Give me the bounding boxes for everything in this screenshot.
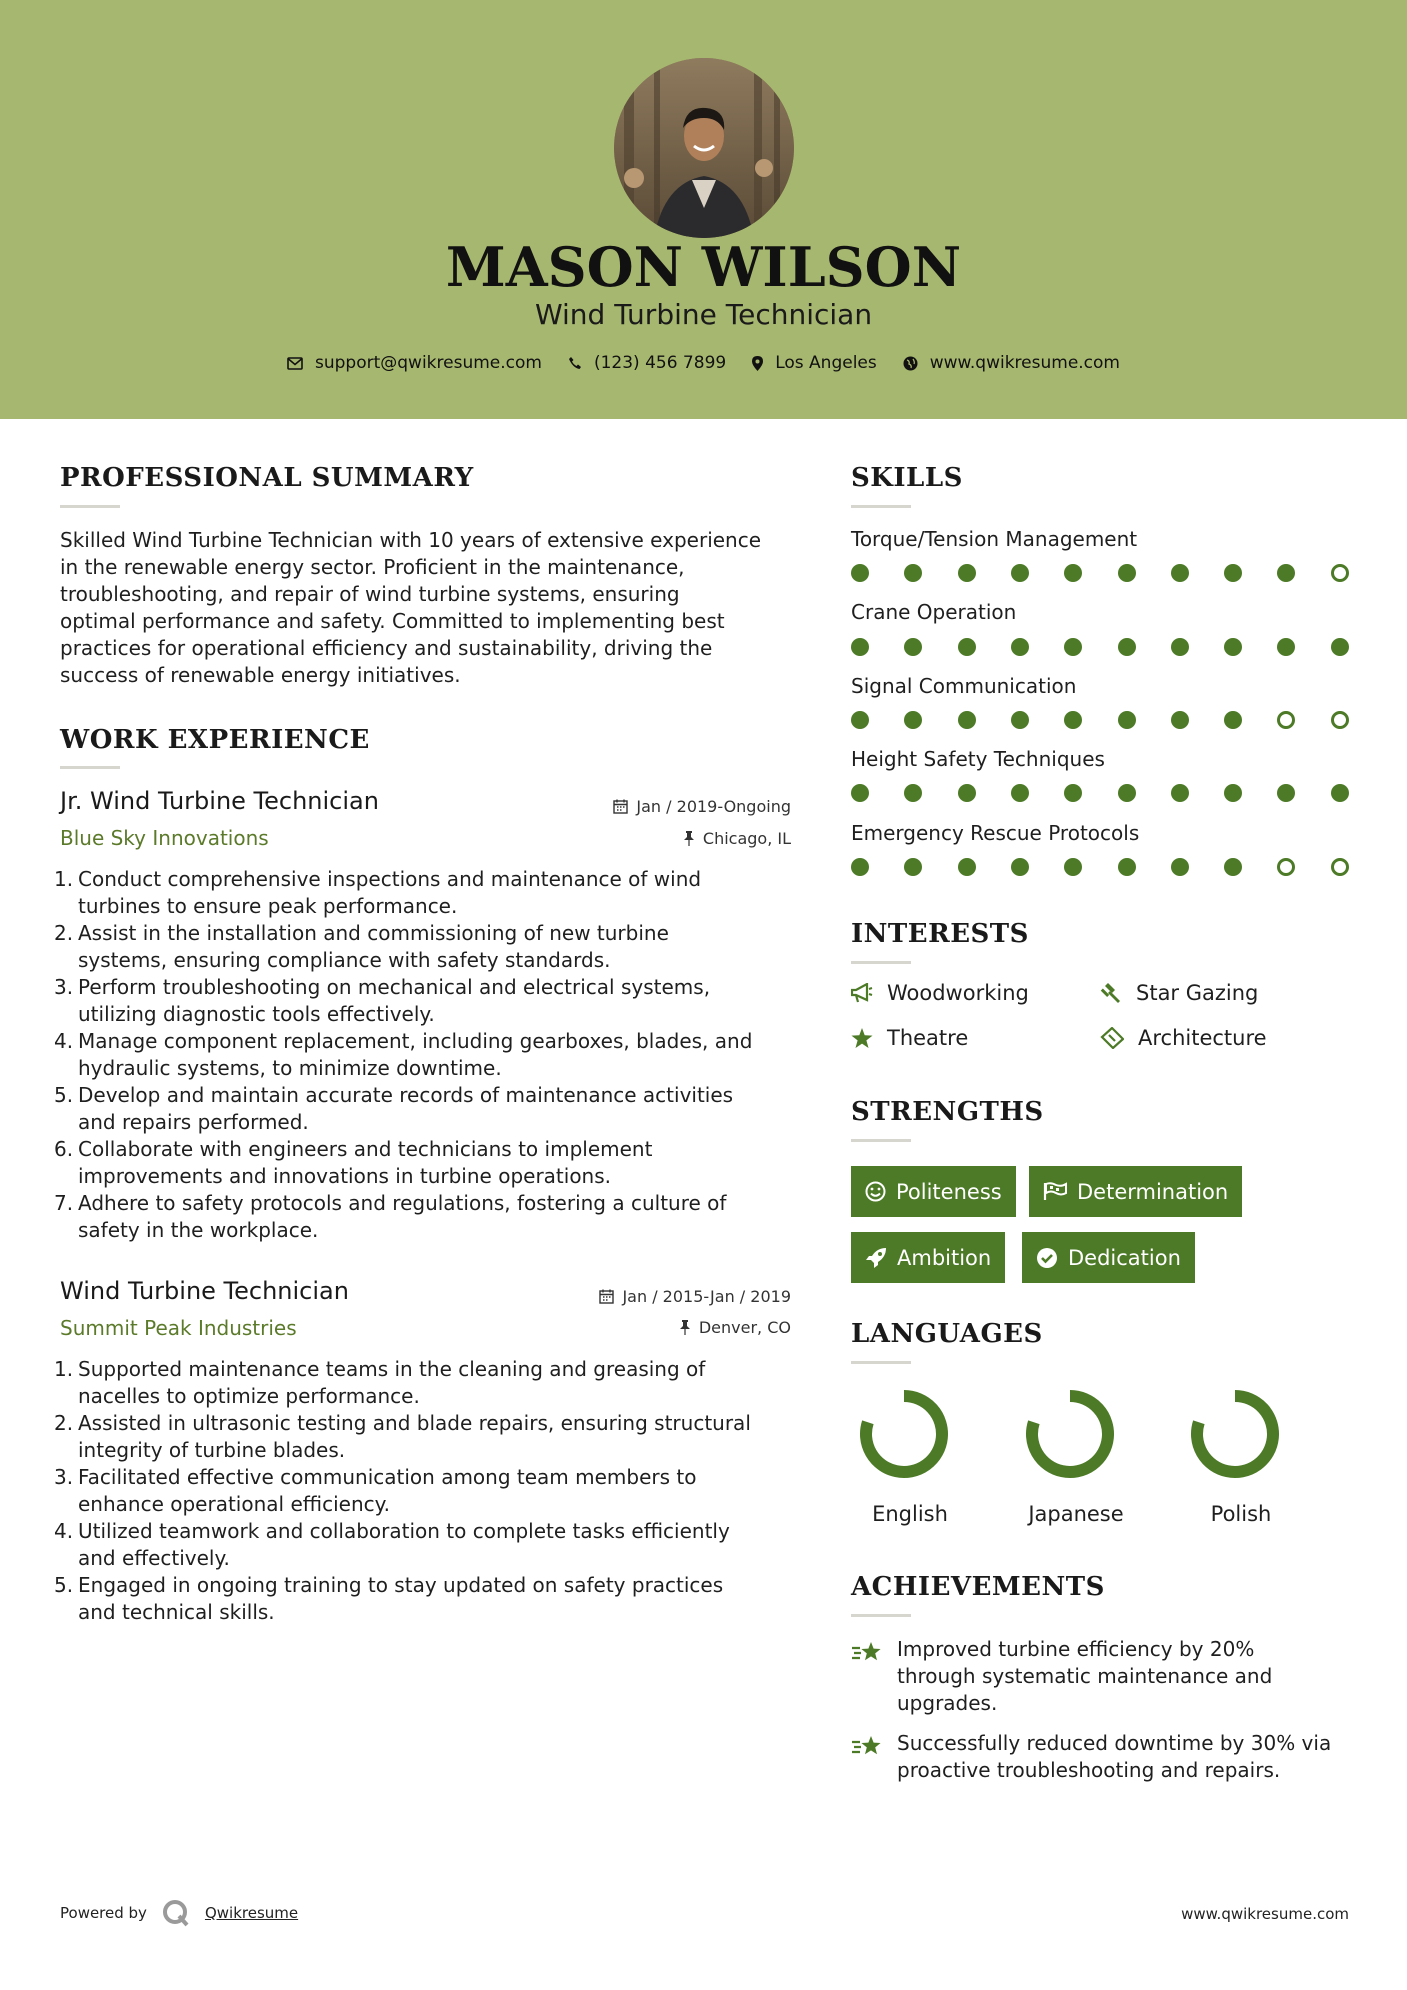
skill-dot-filled xyxy=(1224,564,1242,582)
skill-dot-filled xyxy=(1011,564,1029,582)
interest-label: Star Gazing xyxy=(1136,981,1259,1005)
language-label: English xyxy=(872,1502,948,1526)
skill-dot-filled xyxy=(1064,784,1082,802)
contact-phone[interactable] xyxy=(568,353,726,373)
skill-rating xyxy=(851,784,1351,804)
skill-dot-filled xyxy=(904,564,922,582)
flag-icon xyxy=(1043,1182,1067,1201)
skills-underline xyxy=(851,505,911,508)
skill-dot-filled xyxy=(958,784,976,802)
list-item: 3. Facilitated effective communication among team members to enhance operational efficiency. xyxy=(54,1465,697,1516)
avatar xyxy=(614,58,794,238)
skill-dot-filled xyxy=(851,564,869,582)
interest-item xyxy=(851,1026,968,1050)
skill-dot-filled xyxy=(1118,711,1136,729)
interest-item xyxy=(1100,981,1258,1005)
strength-badge xyxy=(1022,1232,1195,1283)
skills-heading: SKILLS xyxy=(851,463,963,493)
pushpin-icon xyxy=(679,1320,691,1335)
achievement-line: proactive troubleshooting and repairs. xyxy=(897,1758,1281,1782)
summary-line: troubleshooting, and repair of wind turbine systems, ensuring xyxy=(60,582,680,606)
candidate-title: Wind Turbine Technician xyxy=(534,298,873,331)
interest-item xyxy=(851,981,1029,1005)
strength-label: Dedication xyxy=(1068,1245,1181,1270)
strength-label: Ambition xyxy=(897,1245,992,1270)
skill-dot-filled xyxy=(1118,564,1136,582)
skill-dot-filled xyxy=(1064,564,1082,582)
skill-dot-filled xyxy=(1171,711,1189,729)
list-item: 6. Collaborate with engineers and technicians to implement improvements and innovations in turbine operations. xyxy=(54,1137,653,1188)
list-item: 5. Engaged in ongoing training to stay updated on safety practices and technical skills. xyxy=(54,1573,724,1624)
job-role: Jr. Wind Turbine Technician xyxy=(60,787,379,815)
skill-dot-filled xyxy=(904,784,922,802)
languages-heading: LANGUAGES xyxy=(851,1319,1043,1349)
achievements-heading: ACHIEVEMENTS xyxy=(851,1572,1105,1602)
achievements-underline xyxy=(851,1614,911,1617)
skill-dot-filled xyxy=(1118,858,1136,876)
strength-badge xyxy=(1029,1166,1242,1217)
summary-heading: PROFESSIONAL SUMMARY xyxy=(60,463,474,493)
list-item: 5. Develop and maintain accurate records of maintenance activities and repairs performed. xyxy=(54,1083,734,1134)
phone-icon xyxy=(568,356,582,370)
skill-dot-filled xyxy=(1224,858,1242,876)
interest-label: Woodworking xyxy=(887,981,1029,1005)
skill-dot-filled xyxy=(904,711,922,729)
list-item: 2. Assisted in ultrasonic testing and blade repairs, ensuring structural integrity of turbine blades. xyxy=(54,1411,751,1462)
interest-item xyxy=(1100,1026,1267,1050)
skill-rating xyxy=(851,711,1351,731)
contact-location-text: Los Angeles xyxy=(775,353,877,373)
skill-dot-empty xyxy=(1331,711,1349,729)
interest-label: Architecture xyxy=(1138,1026,1267,1050)
job-location xyxy=(500,1318,791,1337)
qwikresume-link[interactable]: Qwikresume xyxy=(204,1904,299,1922)
job-duties xyxy=(54,866,810,1244)
skill-dot-empty xyxy=(1331,564,1349,582)
skill-dot-filled xyxy=(1277,564,1295,582)
job-role: Wind Turbine Technician xyxy=(60,1277,349,1305)
skill-dot-filled xyxy=(1171,784,1189,802)
globe-icon xyxy=(903,356,918,371)
skill-name: Height Safety Techniques xyxy=(851,747,1105,771)
skill-dot-filled xyxy=(1224,638,1242,656)
skill-dot-filled xyxy=(1118,784,1136,802)
skill-name: Signal Communication xyxy=(851,674,1077,698)
contact-website-text: www.qwikresume.com xyxy=(929,353,1120,373)
skill-dot-filled xyxy=(851,638,869,656)
footer-website[interactable]: www.qwikresume.com xyxy=(1181,1905,1349,1923)
skill-dot-empty xyxy=(1331,858,1349,876)
strength-label: Determination xyxy=(1077,1179,1229,1204)
language-ring-arc xyxy=(1032,1396,1108,1472)
calendar-icon xyxy=(613,799,628,814)
list-item: 1. Supported maintenance teams in the cleaning and greasing of nacelles to optimize performance. xyxy=(54,1357,706,1408)
skill-dot-filled xyxy=(904,638,922,656)
strengths-underline xyxy=(851,1139,911,1142)
contact-website[interactable] xyxy=(903,353,1120,373)
footer-powered-by xyxy=(60,1898,298,1928)
language-ring-arc xyxy=(1197,1396,1273,1472)
experience-underline xyxy=(60,766,120,769)
strength-badge xyxy=(851,1166,1016,1217)
skill-dot-filled xyxy=(958,564,976,582)
envelope-icon xyxy=(287,357,303,370)
language-ring xyxy=(858,1388,950,1480)
skill-dot-filled xyxy=(904,858,922,876)
list-item: 2. Assist in the installation and commissioning of new turbine systems, ensuring compliance with safety standards. xyxy=(54,921,669,972)
skill-dot-empty xyxy=(1277,858,1295,876)
star-icon xyxy=(851,1028,873,1049)
interests-underline xyxy=(851,961,911,964)
skill-dot-filled xyxy=(1277,638,1295,656)
shooting-star-icon xyxy=(851,1640,885,1666)
skill-dot-filled xyxy=(1171,858,1189,876)
job-company: Blue Sky Innovations xyxy=(60,826,269,850)
skill-dot-filled xyxy=(1224,784,1242,802)
achievement-item xyxy=(851,1730,1331,1784)
achievement-line: through systematic maintenance and xyxy=(897,1664,1273,1688)
job-dates-text: Jan / 2019-Ongoing xyxy=(636,797,791,816)
skill-dot-empty xyxy=(1277,711,1295,729)
strength-badge xyxy=(851,1232,1005,1283)
contact-email-text: support@qwikresume.com xyxy=(315,353,542,373)
job-duties xyxy=(54,1356,810,1626)
achievement-line: upgrades. xyxy=(897,1691,998,1715)
summary-line: in the renewable energy sector. Proficient in the maintenance, xyxy=(60,555,685,579)
list-item: 1. Conduct comprehensive inspections and maintenance of wind turbines to ensure peak performance. xyxy=(54,867,702,918)
language-label: Polish xyxy=(1210,1502,1272,1526)
gavel-icon xyxy=(1100,982,1122,1004)
strengths-heading: STRENGTHS xyxy=(851,1097,1044,1127)
candidate-name: MASON WILSON xyxy=(445,235,962,299)
shooting-star-icon xyxy=(851,1734,885,1760)
skill-dot-filled xyxy=(1064,638,1082,656)
header-banner xyxy=(0,0,1407,419)
skill-dot-filled xyxy=(1011,858,1029,876)
skill-dot-filled xyxy=(1011,638,1029,656)
job-location-text: Chicago, IL xyxy=(702,829,791,848)
summary-line: Skilled Wind Turbine Technician with 10 years of extensive experience xyxy=(60,528,762,552)
summary-line: success of renewable energy initiatives. xyxy=(60,663,461,687)
language-ring xyxy=(1024,1388,1116,1480)
skill-dot-filled xyxy=(1224,711,1242,729)
map-pin-icon xyxy=(752,356,763,371)
skill-dot-filled xyxy=(958,711,976,729)
skill-dot-filled xyxy=(1331,784,1349,802)
job-company: Summit Peak Industries xyxy=(60,1316,297,1340)
strength-label: Politeness xyxy=(896,1179,1002,1204)
skill-dot-filled xyxy=(1171,564,1189,582)
check-circle-icon xyxy=(1036,1247,1058,1269)
job-dates xyxy=(500,797,791,816)
qwikresume-logo-icon xyxy=(161,1898,191,1928)
summary-underline xyxy=(60,505,120,508)
summary-text xyxy=(60,527,800,689)
job-dates-text: Jan / 2015-Jan / 2019 xyxy=(622,1287,791,1306)
skill-name: Emergency Rescue Protocols xyxy=(851,821,1140,845)
powered-by-text: Powered by xyxy=(60,1904,147,1922)
skill-dot-filled xyxy=(1011,711,1029,729)
language-label: Japanese xyxy=(1028,1502,1124,1526)
contact-location xyxy=(752,353,877,373)
skill-name: Crane Operation xyxy=(851,600,1017,624)
megaphone-icon xyxy=(851,983,873,1003)
contact-bar xyxy=(0,353,1407,373)
calendar-icon xyxy=(599,1289,614,1304)
list-item: 7. Adhere to safety protocols and regulations, fostering a culture of safety in the workplace. xyxy=(54,1191,727,1242)
achievement-item xyxy=(851,1636,1272,1717)
skill-dot-filled xyxy=(851,711,869,729)
skill-dot-filled xyxy=(1011,784,1029,802)
summary-line: optimal performance and safety. Committed to implementing best xyxy=(60,609,725,633)
list-item: 4. Manage component replacement, including gearboxes, blades, and hydraulic systems, to minimize downtime. xyxy=(54,1029,753,1080)
skill-dot-filled xyxy=(1064,711,1082,729)
skill-dot-filled xyxy=(1331,638,1349,656)
skill-dot-filled xyxy=(851,784,869,802)
experience-heading: WORK EXPERIENCE xyxy=(60,725,370,755)
summary-line: practices for operational efficiency and sustainability, driving the xyxy=(60,636,713,660)
smile-icon xyxy=(865,1181,886,1202)
contact-phone-text: (123) 456 7899 xyxy=(593,353,727,373)
achievement-line: Successfully reduced downtime by 30% via xyxy=(897,1731,1332,1755)
skill-dot-filled xyxy=(1171,638,1189,656)
achievement-line: Improved turbine efficiency by 20% xyxy=(897,1637,1255,1661)
skill-dot-filled xyxy=(1118,638,1136,656)
contact-email[interactable] xyxy=(287,353,542,373)
skill-dot-filled xyxy=(958,638,976,656)
skill-dot-filled xyxy=(1064,858,1082,876)
ticket-icon xyxy=(1100,1027,1124,1049)
skill-dot-filled xyxy=(851,858,869,876)
language-ring xyxy=(1189,1388,1281,1480)
job-location-text: Denver, CO xyxy=(698,1318,791,1337)
job-dates xyxy=(500,1287,791,1306)
profile-photo xyxy=(614,58,794,238)
interest-label: Theatre xyxy=(887,1026,969,1050)
language-ring-arc xyxy=(866,1396,942,1472)
job-location xyxy=(500,829,791,848)
skill-dot-filled xyxy=(958,858,976,876)
interests-heading: INTERESTS xyxy=(851,919,1029,949)
rocket-icon xyxy=(865,1247,887,1269)
skill-dot-filled xyxy=(1277,784,1295,802)
skill-rating xyxy=(851,638,1351,658)
pushpin-icon xyxy=(683,831,695,846)
languages-underline xyxy=(851,1361,911,1364)
list-item: 3. Perform troubleshooting on mechanical and electrical systems, utilizing diagnostic tools effectively. xyxy=(54,975,711,1026)
skill-rating xyxy=(851,858,1351,878)
list-item: 4. Utilized teamwork and collaboration to complete tasks efficiently and effectively. xyxy=(54,1519,730,1570)
skill-rating xyxy=(851,564,1351,584)
skill-name: Torque/Tension Management xyxy=(851,527,1138,551)
